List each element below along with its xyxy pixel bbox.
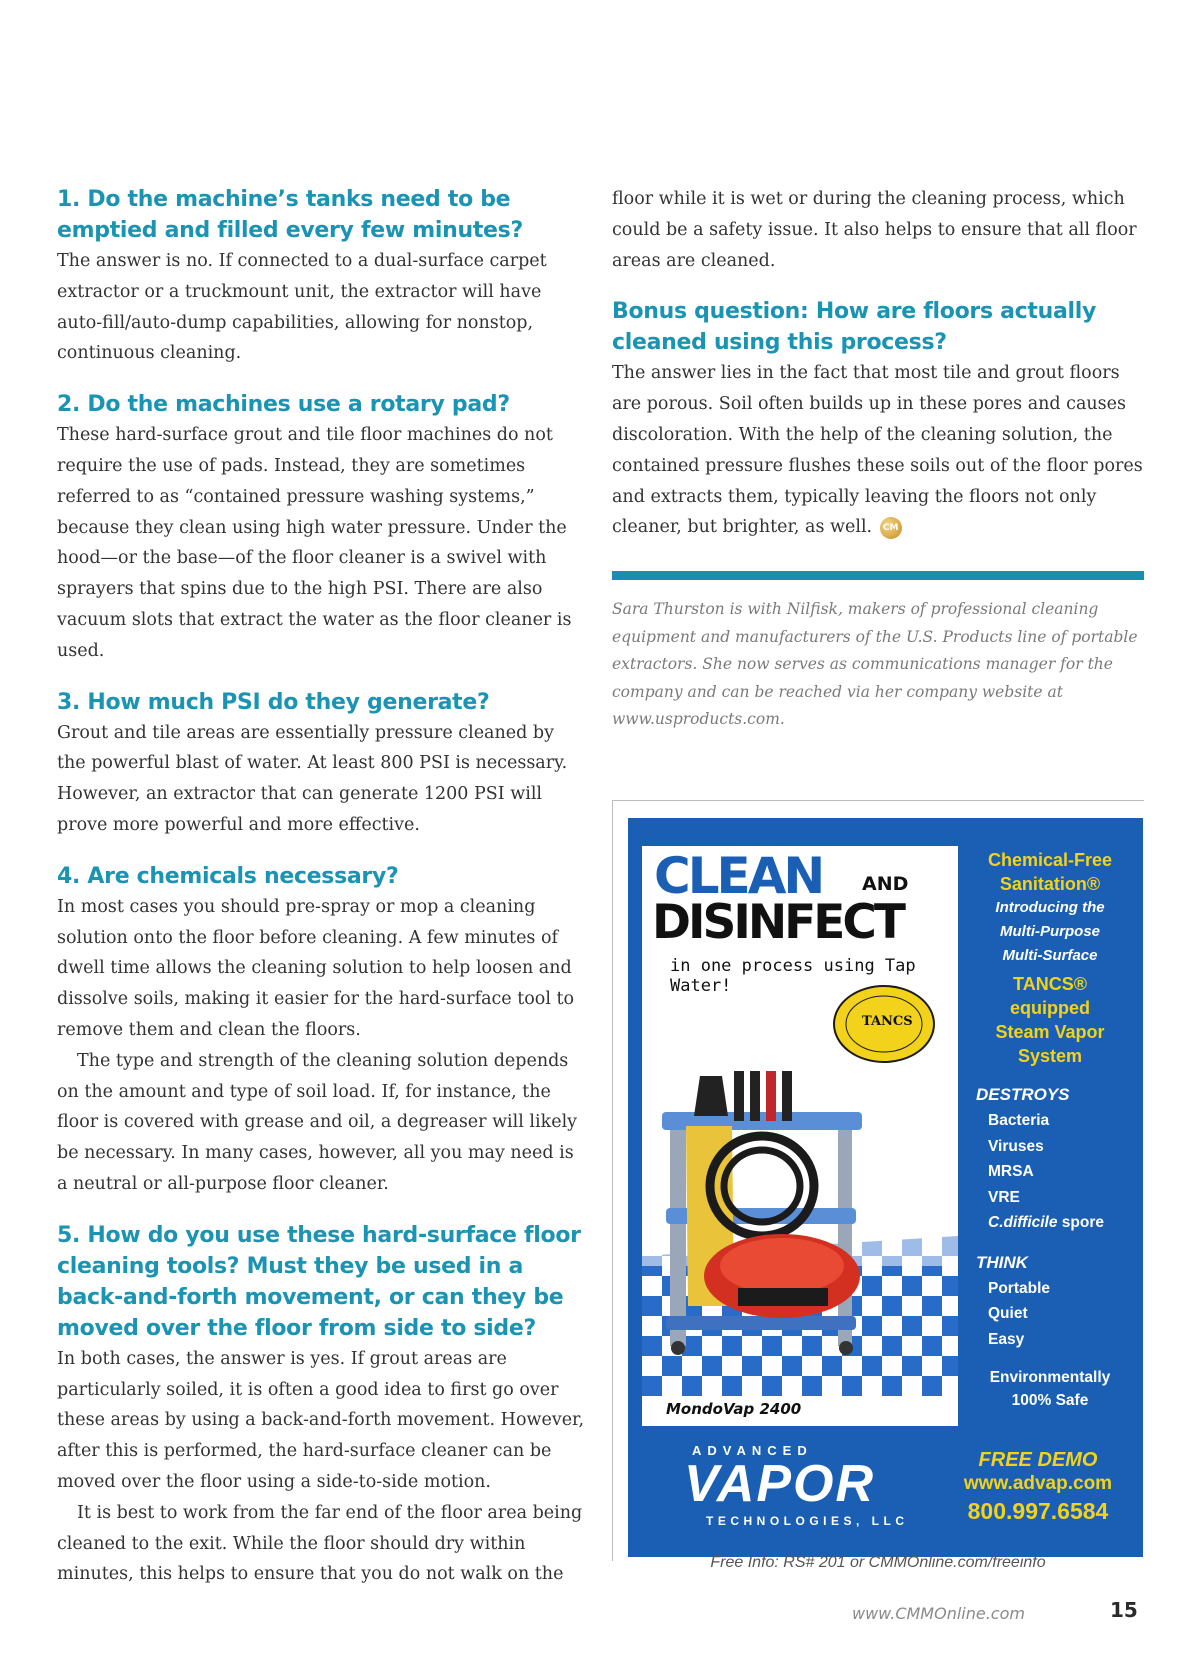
ad-logo-bottom-text: TECHNOLOGIES, LLC	[706, 1514, 909, 1528]
ad-env-line-1: Environmentally	[989, 1369, 1111, 1386]
ad-destroys-item: Viruses	[988, 1137, 1044, 1155]
ad-logo-top-text: ADVANCED	[692, 1443, 813, 1458]
footer-site-url: www.CMMOnline.com	[852, 1604, 1025, 1623]
ad-side-line-2: Sanitation®	[999, 874, 1101, 894]
ad-destroys-item: VRE	[988, 1188, 1020, 1206]
ad-side-line-6: TANCS®	[1013, 974, 1087, 994]
ad-side-line-8: Steam Vapor	[995, 1022, 1105, 1042]
question-4-heading: 4. Are chemicals necessary?	[57, 863, 399, 889]
question-2	[57, 389, 587, 666]
ad-destroys-item-rest: spore	[1057, 1214, 1104, 1231]
question-3-body: Grout and tile areas are essentially pressure cleaned by the powerful blast of water. At least 800 PSI is necessary. However, an extractor that can generate 1200 PSI will prove more powerful and more effective.	[57, 722, 568, 835]
advertisement[interactable]	[628, 818, 1143, 1557]
steam-cleaner-cart-illustration	[642, 976, 958, 1396]
question-5	[57, 1220, 587, 1590]
ad-think-item: Easy	[988, 1330, 1025, 1348]
question-4-body-1: In most cases you should pre-spray or mop a cleaning solution onto the floor before cleaning. A few minutes of dwell time allows the cleaning solution to help loosen and dissolve soils, making it easier for the hard-surface tool to remove them and clean the floors.	[57, 896, 575, 1040]
ad-side-line-4: Multi-Purpose	[1000, 923, 1100, 940]
author-bio: Sara Thurston is with Nilfisk, makers of professional cleaning equipment and manufacturers of the U.S. Products line of portable extractors. She now serves as communications manager for the company and can be reached via her company website at www.usproducts.com.	[612, 600, 1138, 729]
ad-destroys-item	[964, 1210, 1136, 1236]
question-2-heading: 2. Do the machines use a rotary pad?	[57, 392, 510, 418]
question-4	[57, 861, 587, 1200]
tancs-seal-label: TANCS	[862, 1014, 913, 1029]
ad-side-line-9: System	[1017, 1046, 1083, 1066]
ad-phone-number: 800.997.6584	[967, 1498, 1109, 1524]
question-4-body-2: The type and strength of the cleaning solution depends on the amount and type of soil load. If, for instance, the floor is covered with grease and oil, a degreaser will likely be necessary. In many cases, however, all you may need is a neutral or all-purpose floor cleaner.	[57, 1050, 578, 1194]
free-info-line: Free Info: RS# 201 or CMMOnline.com/freeinfo	[710, 1554, 1046, 1571]
ad-headline-and: AND	[862, 873, 909, 895]
bonus-question	[612, 296, 1144, 543]
ad-destroys-item: MRSA	[988, 1163, 1034, 1180]
ad-think-heading: THINK	[976, 1252, 1028, 1272]
ad-think-item: Quiet	[988, 1305, 1028, 1322]
question-3	[57, 687, 587, 841]
ad-env-line-2: 100% Safe	[1011, 1392, 1089, 1409]
question-5-heading: 5. How do you use these hard-surface floor cleaning tools? Must they be used in a back-and-forth movement, or can they be moved over the floor from side to side?	[57, 1222, 581, 1341]
bonus-question-text: The answer lies in the fact that most tile and grout floors are porous. Soil often builds up in these pores and causes discoloration. With the help of the cleaning solution, the contained pressure flushes these soils out of the floor pores and extracts them, typically leaving the floors not only cleaner, but brighter, as well.	[612, 363, 1143, 538]
left-column	[57, 184, 587, 1610]
question-1	[57, 184, 587, 369]
page-number: 15	[1110, 1598, 1138, 1622]
ad-headline-disinfect: DISINFECT	[652, 895, 903, 950]
ad-logo-vapor: VAPOR	[684, 1455, 876, 1513]
ad-product-panel	[642, 846, 958, 1426]
ad-side-line-1: Chemical-Free	[987, 850, 1113, 870]
ad-destroys-item: Bacteria	[988, 1112, 1050, 1129]
ad-website-link[interactable]: www.advap.com	[963, 1473, 1113, 1494]
question-1-heading: 1. Do the machine’s tanks need to be emptied and filled every few minutes?	[57, 187, 523, 243]
ad-model-name: MondoVap 2400	[666, 1400, 802, 1418]
ad-feature-list	[964, 848, 1136, 1412]
ad-tagline: in one process using Tap Water!	[670, 956, 916, 996]
ad-side-line-7: equipped	[1010, 998, 1090, 1018]
ad-free-demo: FREE DEMO	[978, 1449, 1098, 1471]
bonus-question-body	[612, 358, 1144, 543]
question-2-body: These hard-surface grout and tile floor machines do not require the use of pads. Instead, they are sometimes referred to as “contained pressure washing systems,” because they clean using high water pressure. Under the hood—or the base—of the floor cleaner is a swivel with sprayers that spins due to the high PSI. There are also vacuum slots that extract the water as the floor cleaner is used.	[57, 425, 572, 661]
ad-think-item: Portable	[988, 1279, 1051, 1297]
bonus-question-heading: Bonus question: How are floors actually cleaned using this process?	[612, 299, 1097, 356]
ad-side-line-3: Introducing the	[995, 899, 1105, 916]
ad-side-line-5: Multi-Surface	[1002, 947, 1098, 964]
right-column	[612, 184, 1144, 734]
bio-divider	[612, 571, 1144, 580]
ad-headline-clean: CLEAN	[654, 847, 823, 905]
ad-destroys-item-italic: C.difficile	[988, 1214, 1058, 1231]
ad-destroys-heading: DESTROYS	[976, 1085, 1070, 1104]
question-3-heading: 3. How much PSI do they generate?	[57, 689, 490, 715]
continued-paragraph: floor while it is wet or during the cleaning process, which could be a safety issue. It also helps to ensure that all floor areas are cleaned.	[612, 189, 1137, 271]
question-1-body: The answer is no. If connected to a dual-surface carpet extractor or a truckmount unit, the extractor will have auto-fill/auto-dump capabilities, allowing for nonstop, continuous cleaning.	[57, 251, 547, 364]
question-5-body-2: It is best to work from the far end of the floor area being cleaned to the exit. While the floor should dry within minutes, this helps to ensure that you do not walk on the	[57, 1502, 583, 1585]
continued-text	[612, 184, 1144, 276]
ad-call-to-action	[940, 1448, 1136, 1526]
cmm-end-mark-icon: CM	[880, 517, 902, 539]
question-5-body-1: In both cases, the answer is yes. If grout areas are particularly soiled, it is often a good idea to first go over these areas by using a back-and-forth movement. However, after this is performed, the hard-surface cleaner can be moved over the floor using a side-to-side motion.	[57, 1348, 585, 1492]
